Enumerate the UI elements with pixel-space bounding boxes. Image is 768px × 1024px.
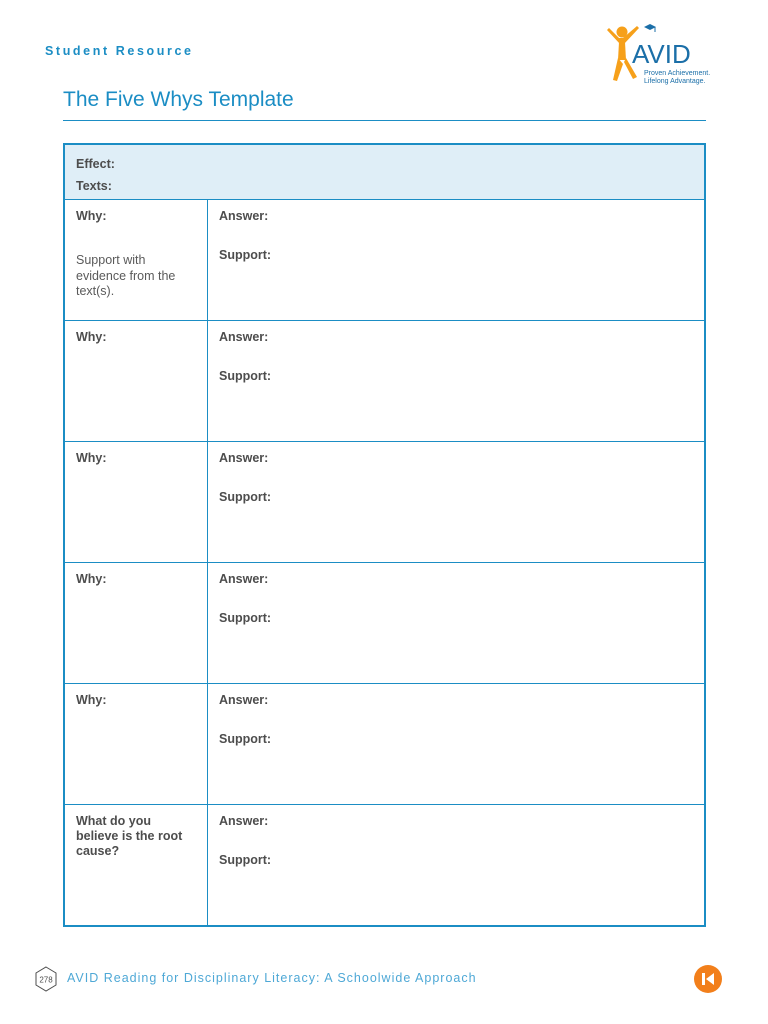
- answer-label: Answer:: [219, 209, 269, 223]
- answer-cell: [208, 321, 704, 441]
- logo-wordmark: AVID: [632, 39, 691, 69]
- root-cause-label: What do you believe is the root cause?: [76, 814, 183, 858]
- effect-label: Effect:: [76, 157, 115, 171]
- footer-book-title: AVID Reading for Disciplinary Literacy: A Schoolwide Approach: [67, 971, 477, 985]
- answer-label: Answer:: [219, 330, 269, 344]
- table-row: [65, 442, 704, 563]
- why-label: Why:: [76, 451, 107, 465]
- five-whys-table: [63, 143, 706, 927]
- page-title: The Five Whys Template: [63, 88, 294, 111]
- answer-cell: [208, 200, 704, 320]
- why-label: Why:: [76, 209, 107, 223]
- title-divider: [63, 120, 706, 121]
- section-label: Student Resource: [45, 44, 194, 58]
- table-row: [65, 200, 704, 321]
- answer-label: Answer:: [219, 693, 269, 707]
- logo-tagline-2: Lifelong Advantage.: [644, 78, 706, 85]
- root-cause-cell: [65, 805, 208, 925]
- why-cell: [65, 200, 208, 320]
- page-number-badge: [34, 966, 58, 992]
- answer-cell: [208, 563, 704, 683]
- answer-cell: [208, 442, 704, 562]
- support-label: Support:: [219, 611, 272, 625]
- answer-cell: [208, 805, 704, 925]
- table-row: [65, 684, 704, 805]
- table-row: [65, 321, 704, 442]
- texts-label: Texts:: [76, 179, 112, 193]
- answer-cell: [208, 684, 704, 804]
- why-label: Why:: [76, 330, 107, 344]
- answer-label: Answer:: [219, 572, 269, 586]
- why-cell: [65, 684, 208, 804]
- table-header-row: [65, 145, 704, 200]
- support-label: Support:: [219, 490, 272, 504]
- why-label: Why:: [76, 693, 107, 707]
- logo-tagline-1: Proven Achievement.: [644, 70, 710, 77]
- support-label: Support:: [219, 732, 272, 746]
- why-label: Why:: [76, 572, 107, 586]
- answer-label: Answer:: [219, 451, 269, 465]
- support-label: Support:: [219, 248, 272, 262]
- why-cell: [65, 321, 208, 441]
- support-label: Support:: [219, 853, 272, 867]
- why-cell: [65, 563, 208, 683]
- page-number: 278: [39, 975, 53, 985]
- table-row: [65, 805, 704, 925]
- why-note: Support with evidence from the text(s).: [76, 253, 176, 298]
- table-row: [65, 563, 704, 684]
- back-to-start-icon[interactable]: [694, 965, 722, 993]
- avid-logo: [604, 20, 710, 86]
- answer-label: Answer:: [219, 814, 269, 828]
- support-label: Support:: [219, 369, 272, 383]
- why-cell: [65, 442, 208, 562]
